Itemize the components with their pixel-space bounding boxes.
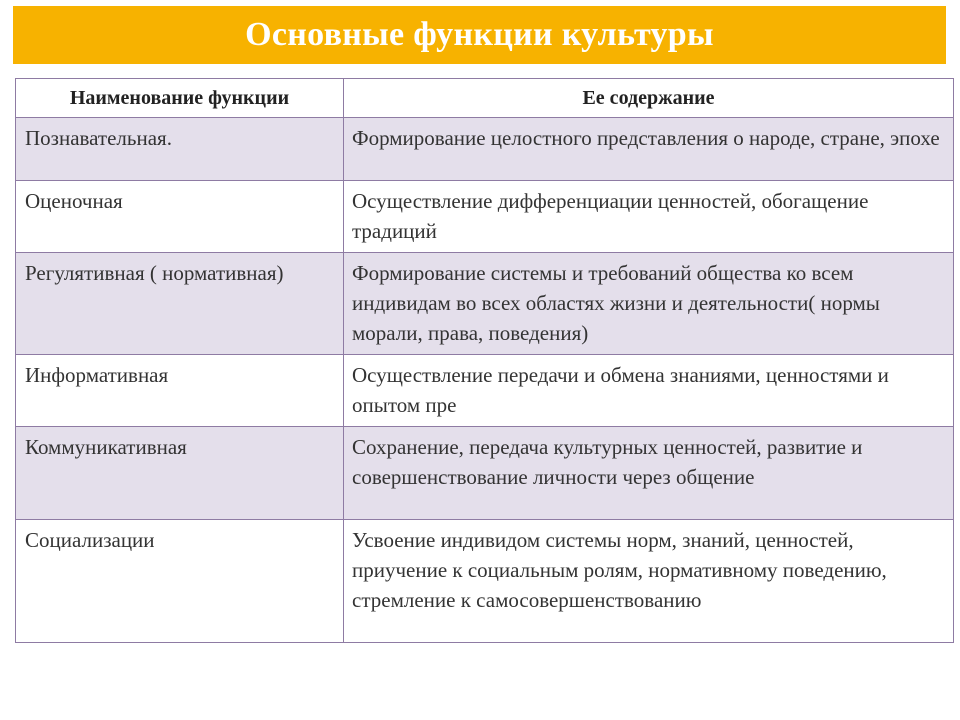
functions-table xyxy=(15,78,954,643)
function-name: Коммуникативная xyxy=(16,427,344,520)
function-name: Познавательная. xyxy=(16,118,344,181)
function-content: Формирование системы и требований общества ко всем индивидам во всех областях жизни и деятельности( нормы морали, права, поведения) xyxy=(344,253,954,355)
title-banner xyxy=(13,6,946,64)
function-name: Социализации xyxy=(16,520,344,643)
function-content: Осуществление дифференциации ценностей, обогащение традиций xyxy=(344,181,954,253)
table-row xyxy=(16,118,954,181)
function-content: Сохранение, передача культурных ценностей, развитие и совершенствование личности через общение xyxy=(344,427,954,520)
table-row xyxy=(16,427,954,520)
header-function-name: Наименование функции xyxy=(16,79,344,118)
function-content: Осуществление передачи и обмена знаниями, ценностями и опытом пре xyxy=(344,355,954,427)
function-name: Регулятивная ( нормативная) xyxy=(16,253,344,355)
table-row xyxy=(16,355,954,427)
function-content: Усвоение индивидом системы норм, знаний, ценностей, приучение к социальным ролям, нормативному поведению, стремление к самосовершенствованию xyxy=(344,520,954,643)
table-header-row xyxy=(16,79,954,118)
page-title: Основные функции культуры xyxy=(245,16,714,53)
table-row xyxy=(16,181,954,253)
function-name: Оценочная xyxy=(16,181,344,253)
function-content: Формирование целостного представления о народе, стране, эпохе xyxy=(344,118,954,181)
table-row xyxy=(16,520,954,643)
function-name: Информативная xyxy=(16,355,344,427)
table-row xyxy=(16,253,954,355)
header-function-content: Ее содержание xyxy=(344,79,954,118)
